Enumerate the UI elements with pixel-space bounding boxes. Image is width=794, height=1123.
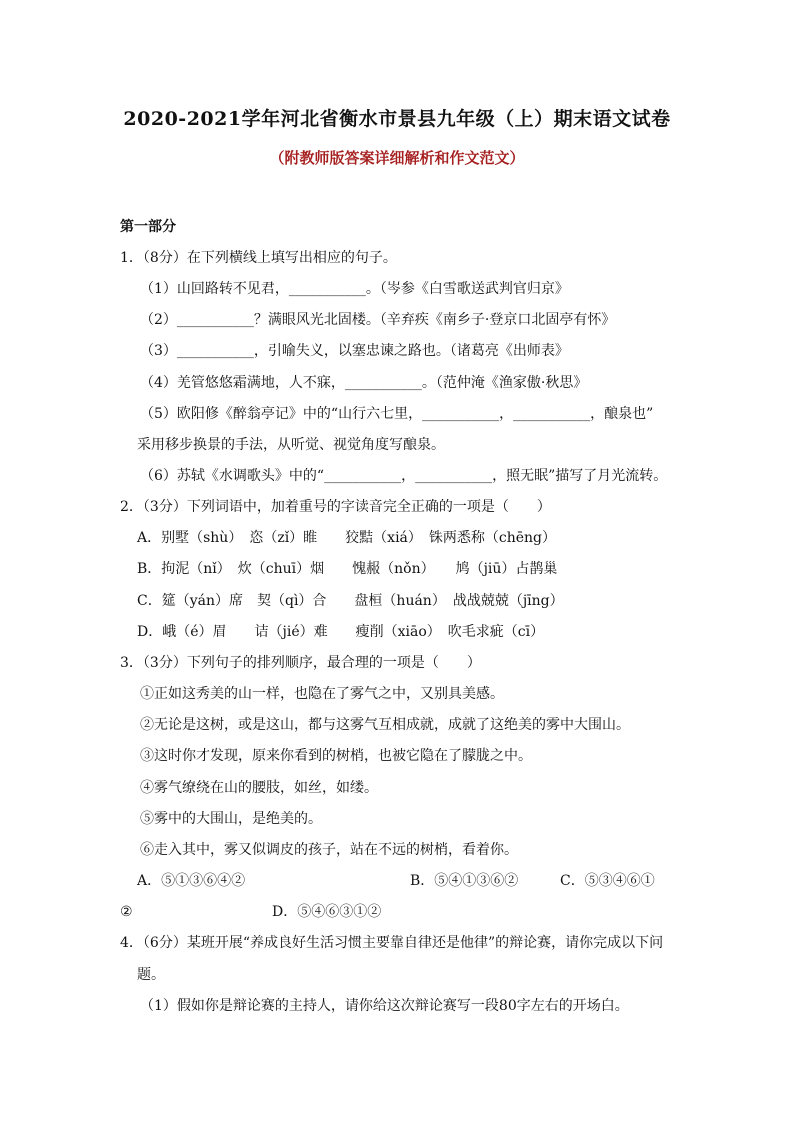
question-3-option-d: D．⑤④⑥③①② <box>272 904 382 920</box>
page-title: 2020-2021学年河北省衡水市景县九年级（上）期末语文试卷 <box>123 108 671 130</box>
question-3-sentence: ③这时你才发现，原来你看到的树梢，也被它隐在了朦胧之中。 <box>140 748 532 764</box>
question-3-option-b: B．⑤④①③⑥② <box>410 873 519 889</box>
section-heading: 第一部分 <box>120 219 176 235</box>
page-subtitle: （附教师版答案详细解析和作文范文） <box>269 149 525 167</box>
question-2-option: D．峨（é）眉 诘（jié）难 瘦削（xiāo） 吹毛求疵（cī） <box>137 624 545 640</box>
question-3-sentence: ⑤雾中的大围山，是绝美的。 <box>140 811 322 827</box>
question-3-option-a: A．⑤①③⑥④② <box>137 873 246 889</box>
question-3-option-c-tail: ② <box>120 904 133 920</box>
question-1-item-continuation: 采用移步换景的手法，从听觉、视觉角度写酿泉。 <box>137 437 445 453</box>
question-1-stem: 1．（8分）在下列横线上填写出相应的句子。 <box>120 250 397 266</box>
question-3-sentence: ①正如这秀美的山一样，也隐在了雾气之中，又别具美感。 <box>140 686 504 702</box>
question-4-stem: 4．（6分）某班开展“养成良好生活习惯主要靠自律还是他律”的辩论赛，请你完成以下问 <box>120 935 664 951</box>
question-1-item: （3）___________，引喻失义，以塞忠谏之路也。（诸葛亮《出师表》 <box>140 343 569 359</box>
question-3-sentence: ⑥走入其中，雾又似调皮的孩子，站在不远的树梢，看着你。 <box>140 842 518 858</box>
question-3-sentence: ④雾气缭绕在山的腰肢，如丝，如缕。 <box>140 780 378 796</box>
question-3-option-c: C．⑤③④⑥① <box>560 873 655 889</box>
question-3-sentence: ②无论是这树，或是这山，都与这雾气互相成就，成就了这绝美的雾中大围山。 <box>140 717 630 733</box>
question-3-stem: 3．（3分）下列句子的排列顺序，最合理的一项是（ ） <box>120 655 481 671</box>
question-4-stem-continuation: 题。 <box>137 967 165 983</box>
question-2-option: A．别墅（shù） 恣（zǐ）睢 狡黠（xiá） 铢两悉称（chēng） <box>137 530 557 546</box>
question-1-item: （5）欧阳修《醉翁亭记》中的“山行六七里，___________，___________，酿泉也” <box>140 406 654 422</box>
question-1-item: （1）山回路转不见君，___________。（岑参《白雪歌送武判官归京》 <box>140 281 569 297</box>
question-2-option: B．拘泥（nǐ） 炊（chuī）烟 愧赧（nǒn） 鸠（jiū）占鹊巢 <box>137 561 558 577</box>
question-1-item: （6）苏轼《水调歌头》中的“___________，___________，照无眠”描写了月光流转。 <box>140 468 668 484</box>
question-2-option: C．筵（yán）席 契（qì）合 盘桓（huán） 战战兢兢（jīng） <box>137 593 564 609</box>
question-4-item: （1）假如你是辩论赛的主持人，请你给这次辩论赛写一段80字左右的开场白。 <box>140 998 629 1014</box>
question-1-item: （2）___________？满眼风光北固楼。（辛弃疾《南乡子·登京口北固亭有怀》 <box>140 312 616 328</box>
question-1-item: （4）羌管悠悠霜满地，人不寐，___________。（范仲淹《渔家傲·秋思》 <box>140 375 588 391</box>
question-2-stem: 2．（3分）下列词语中，加着重号的字读音完全正确的一项是（ ） <box>120 499 551 515</box>
